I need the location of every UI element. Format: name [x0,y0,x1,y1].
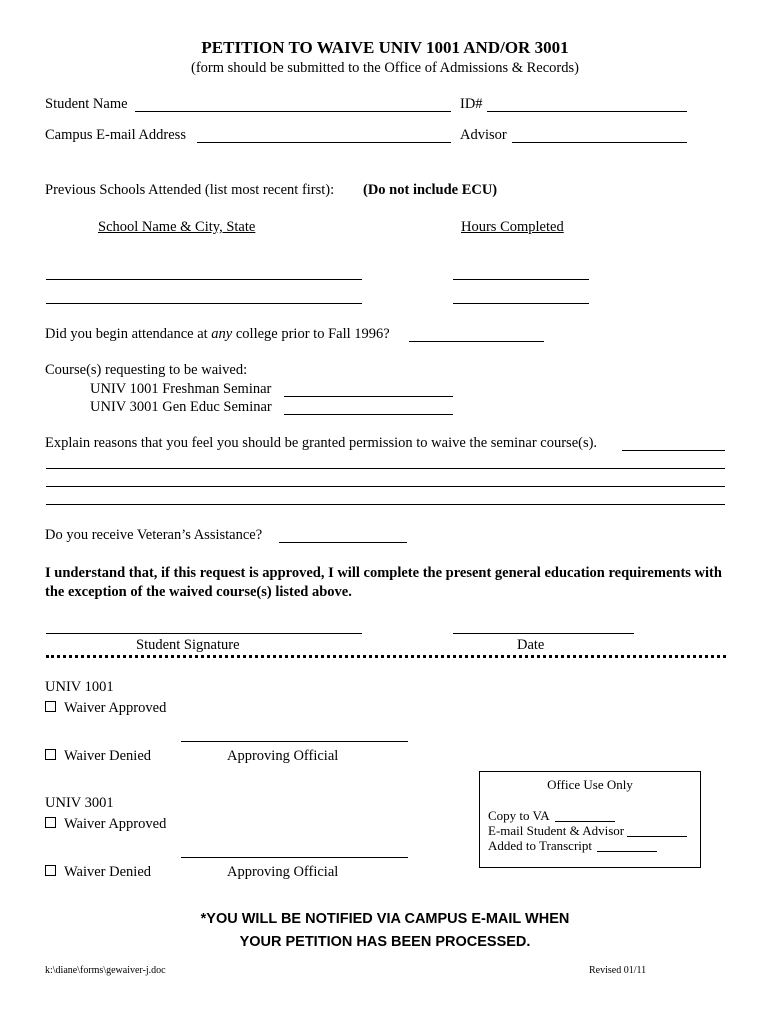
explain-field[interactable] [46,486,725,487]
courses-heading: Course(s) requesting to be waived: [45,362,248,378]
course-univ1001-field[interactable] [284,396,453,397]
hours-field[interactable] [453,303,589,304]
veteran-answer-field[interactable] [279,542,407,543]
added-to-transcript-label: Added to Transcript [488,838,592,853]
email-label: Campus E-mail Address [45,127,186,143]
id-label: ID# [460,96,483,112]
student-name-label: Student Name [45,96,128,112]
checkbox-icon[interactable] [45,701,56,712]
form-title: PETITION TO WAIVE UNIV 1001 AND/OR 3001 [201,38,569,57]
checkbox-icon[interactable] [45,749,56,760]
student-name-field[interactable] [135,111,451,112]
form-subtitle: (form should be submitted to the Office of Admissions & Records) [191,60,579,76]
univ1001-official-label: Approving Official [227,748,339,764]
understand-statement: I understand that, if this request is approved, I will complete the present general education requirements with the exception of the waived course(s) listed above. [45,565,722,600]
univ1001-denied-option[interactable]: Waiver Denied [45,748,151,765]
univ1001-heading: UNIV 1001 [45,679,114,695]
attendance-answer-field[interactable] [409,341,544,342]
office-use-title: Office Use Only [547,777,633,792]
school-name-field[interactable] [46,303,362,304]
email-student-advisor-label: E-mail Student & Advisor [488,823,625,838]
previous-schools-label: Previous Schools Attended (list most recent first): [45,182,335,198]
attendance-question: Did you begin attendance at any college prior to Fall 1996? [45,326,390,342]
email-field[interactable] [197,142,451,143]
univ1001-official-signature-field[interactable] [181,741,408,742]
copy-to-va-label: Copy to VA [488,808,550,823]
school-name-field[interactable] [46,279,362,280]
course-univ3001-label: UNIV 3001 Gen Educ Seminar [90,399,272,415]
notice-line-2: YOUR PETITION HAS BEEN PROCESSED. [239,934,531,950]
hours-field[interactable] [453,279,589,280]
do-not-include-note: (Do not include ECU) [363,182,498,198]
advisor-field[interactable] [512,142,687,143]
univ3001-heading: UNIV 3001 [45,795,114,811]
date-field[interactable] [453,633,634,634]
veteran-question: Do you receive Veteran’s Assistance? [45,527,263,543]
univ3001-denied-option[interactable]: Waiver Denied [45,864,151,881]
univ3001-approved-option[interactable]: Waiver Approved [45,816,166,833]
univ1001-approved-option[interactable]: Waiver Approved [45,700,166,717]
added-to-transcript-field[interactable] [597,851,657,852]
notice-line-1: *YOU WILL BE NOTIFIED VIA CAMPUS E-MAIL WHEN [200,911,570,927]
course-univ1001-label: UNIV 1001 Freshman Seminar [90,381,272,397]
checkbox-icon[interactable] [45,817,56,828]
footer-revised: Revised 01/11 [589,965,647,976]
id-field[interactable] [487,111,687,112]
date-label: Date [517,637,545,653]
checkbox-icon[interactable] [45,865,56,876]
email-student-advisor-field[interactable] [627,836,687,837]
explain-field[interactable] [46,468,725,469]
advisor-label: Advisor [460,127,507,143]
copy-to-va-field[interactable] [555,821,615,822]
explain-prompt: Explain reasons that you feel you should be granted permission to waive the seminar course(s). [45,435,598,451]
cut-line-divider [46,655,726,658]
hours-column-header: Hours Completed [461,219,564,235]
explain-field[interactable] [46,504,725,505]
footer-file-path: k:\diane\forms\gewaiver-j.doc [45,965,166,976]
univ3001-official-label: Approving Official [227,864,339,880]
student-signature-label: Student Signature [136,637,240,653]
student-signature-field[interactable] [46,633,362,634]
school-name-column-header: School Name & City, State [98,219,256,235]
course-univ3001-field[interactable] [284,414,453,415]
explain-field[interactable] [622,450,725,451]
office-use-box [479,771,701,868]
univ3001-official-signature-field[interactable] [181,857,408,858]
